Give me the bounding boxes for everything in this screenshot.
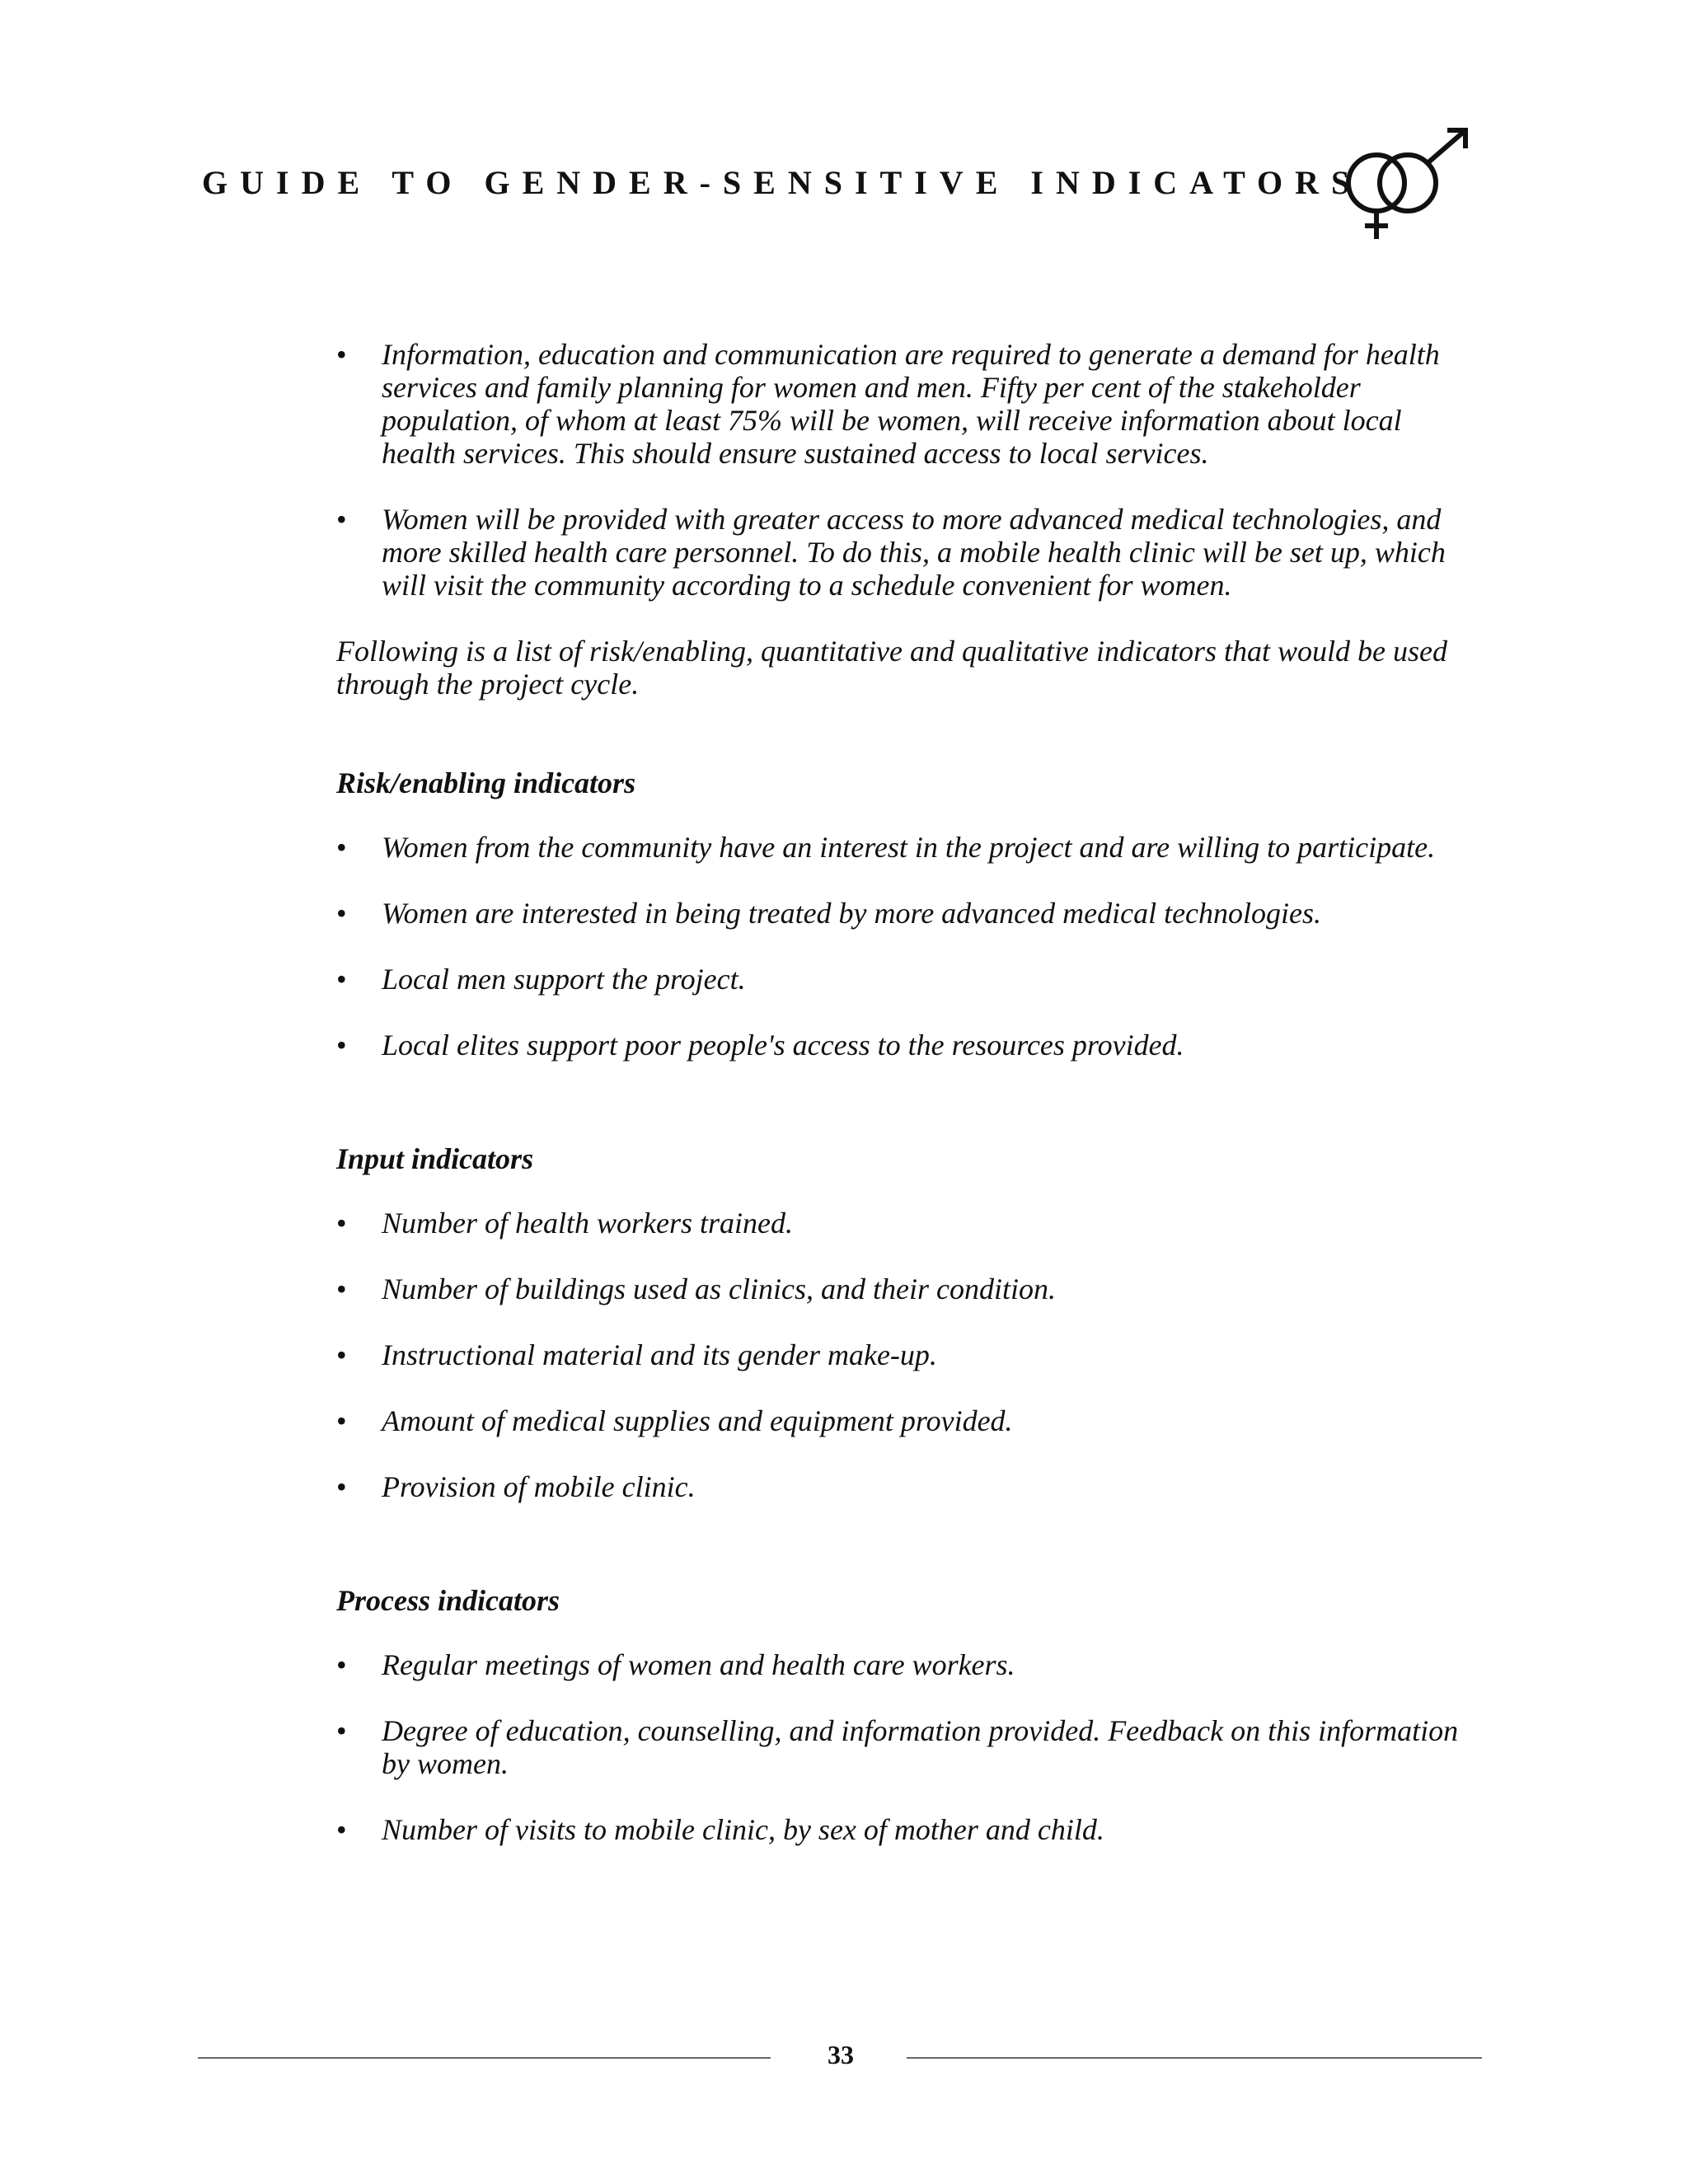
list-item (336, 1404, 1482, 1437)
section-heading-input: Input indicators (336, 1142, 534, 1175)
intro-bullet (336, 503, 1482, 602)
list-item-text: Degree of education, counselling, and information provided. Feedback on this information by women. (382, 1714, 1459, 1780)
bullet-marker: • (336, 1207, 347, 1240)
intro-paragraph: Following is a list of risk/enabling, quantitative and qualitative indicators that would be used through the project cycle. (336, 635, 1447, 701)
bullet-marker: • (336, 897, 347, 930)
list-item-text: Regular meetings of women and health care workers. (382, 1648, 1015, 1681)
list-item (336, 1207, 1482, 1240)
section-heading-risk-enabling: Risk/enabling indicators (336, 766, 636, 799)
list-item-text: Local men support the project. (382, 963, 746, 996)
list-item-text: Number of buildings used as clinics, and their condition. (382, 1272, 1056, 1305)
list-item (336, 1029, 1482, 1062)
list-item (336, 1813, 1482, 1846)
list-item-text: Women from the community have an interest in the project and are willing to participate. (382, 831, 1436, 864)
gender-male-female-icon (1335, 124, 1475, 247)
list-item (336, 897, 1482, 930)
bullet-marker: • (336, 831, 347, 864)
list-item-text: Women are interested in being treated by more advanced medical technologies. (382, 897, 1322, 930)
list-item-text: Number of visits to mobile clinic, by sex of mother and child. (382, 1813, 1104, 1846)
list-item (336, 1272, 1482, 1305)
page-content (336, 338, 1482, 1879)
footer-rule-right (907, 2057, 1482, 2059)
bullet-marker: • (336, 503, 347, 536)
intro-bullet-text: Women will be provided with greater access to more advanced medical technologies, and more skilled health care personnel. To do this, a mobile health clinic will be set up, which will visit the community according to a schedule convenient for women. (382, 503, 1446, 602)
list-item-text: Provision of mobile clinic. (382, 1470, 696, 1503)
bullet-marker: • (336, 1404, 347, 1437)
bullet-marker: • (336, 1714, 347, 1747)
list-item (336, 1648, 1482, 1681)
list-item (336, 963, 1482, 996)
bullet-marker: • (336, 1029, 347, 1062)
list-item (336, 1338, 1482, 1371)
page-footer (0, 2040, 1688, 2073)
bullet-marker: • (336, 1470, 347, 1503)
section-heading-process: Process indicators (336, 1584, 560, 1617)
bullet-marker: • (336, 1338, 347, 1371)
list-item-text: Instructional material and its gender make-up. (382, 1338, 937, 1371)
list-item (336, 1714, 1482, 1780)
intro-bullet (336, 338, 1482, 470)
page-number: 33 (828, 2040, 854, 2069)
bullet-marker: • (336, 963, 347, 996)
bullet-marker: • (336, 1648, 347, 1681)
list-item (336, 831, 1482, 864)
list-item-text: Local elites support poor people's access to the resources provided. (382, 1029, 1184, 1062)
list-item (336, 1470, 1482, 1503)
bullet-marker: • (336, 1813, 347, 1846)
footer-rule-left (198, 2057, 771, 2059)
page-header-title: GUIDE TO GENDER-SENSITIVE INDICATORS (202, 164, 1362, 201)
list-item-text: Number of health workers trained. (382, 1207, 793, 1240)
list-item-text: Amount of medical supplies and equipment provided. (382, 1404, 1013, 1437)
intro-bullet-text: Information, education and communication are required to generate a demand for health services and family planning for women and men. Fifty per cent of the stakeholder population, of whom at least 75% will be women, will receive information about local health services. This should ensure sustained access to local services. (382, 338, 1440, 470)
bullet-marker: • (336, 338, 347, 371)
bullet-marker: • (336, 1272, 347, 1305)
